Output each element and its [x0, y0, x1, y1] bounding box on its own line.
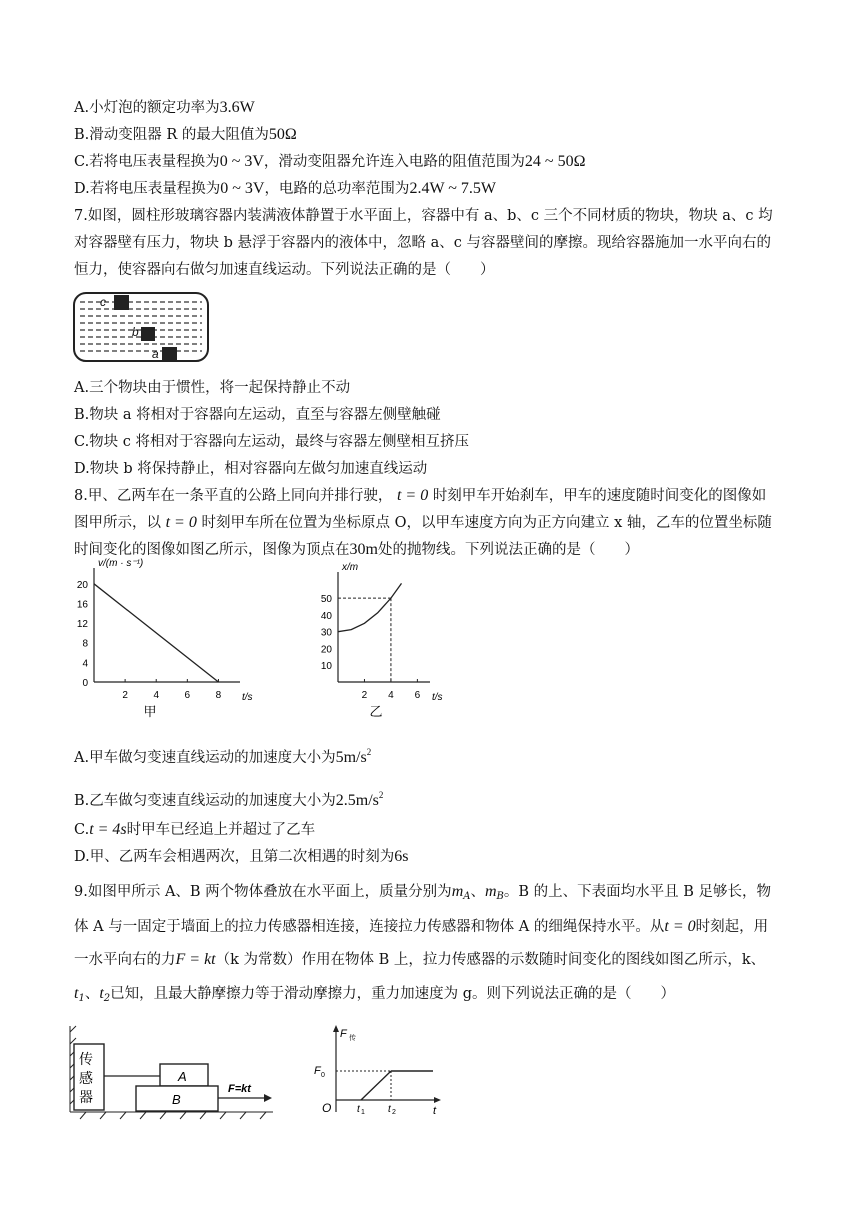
force-label: F=kt — [228, 1083, 251, 1095]
chart-jia — [60, 558, 260, 724]
superscript: 2 — [378, 790, 384, 800]
y-tick-label: 30 — [320, 627, 332, 639]
q7-option-d: D.物块 b 将保持静止，相对容器向左做匀加速直线运动 — [74, 461, 428, 477]
origin-label: O — [322, 1101, 332, 1115]
option-text: B.乙车做匀变速直线运动的加速度大小为 — [74, 793, 336, 809]
block-b-label: B — [172, 1092, 181, 1107]
math-t0: t = 0 — [165, 514, 197, 531]
y-axis-label: v/(m · s⁻¹) — [98, 558, 144, 569]
math-t0: t = 0 — [664, 918, 696, 935]
t1-label: t — [357, 1104, 360, 1115]
t2-sub: 2 — [392, 1109, 396, 1116]
x-tick-label: 6 — [414, 690, 421, 701]
q6-option-b — [74, 125, 297, 145]
q8-stem-line2 — [74, 513, 772, 533]
option-text: ，电路的总功率范围为 — [264, 181, 410, 197]
option-value: 50Ω — [268, 126, 297, 143]
stem-text: 一水平向右的力 — [74, 952, 176, 968]
subscript: 2 — [103, 993, 111, 1004]
option-text: 时甲车已经追上并超过了乙车 — [126, 822, 316, 838]
q6-option-a — [74, 98, 255, 118]
y-axis-label: x/m — [342, 562, 359, 573]
stem-text: 时刻甲车开始刹车，甲车的速度随时间变化的图像如 — [432, 488, 767, 504]
chart-yi — [308, 564, 458, 724]
block-c — [114, 295, 129, 310]
option-value: 2.5m/s — [335, 792, 379, 809]
math-m: m — [484, 883, 497, 900]
subscript: 1 — [78, 993, 85, 1004]
option-value: 24 ~ 50Ω — [524, 153, 586, 170]
math-t0: t = 0 — [396, 487, 429, 504]
separator: 、 — [470, 884, 485, 900]
series-line — [338, 583, 402, 631]
option-text: D.甲、乙两车会相遇两次，且第二次相遇的时刻为 — [74, 849, 395, 865]
y-tick-label: 4 — [82, 658, 88, 670]
math-t: t = 4s — [89, 821, 127, 838]
stem-text: 处的抛物线。下列说法正确的是（ ） — [377, 542, 639, 558]
option-text: C.若将电压表量程换为 — [74, 154, 220, 170]
f0-label: F — [314, 1065, 321, 1077]
superscript: 2 — [366, 747, 372, 757]
subscript: A — [463, 891, 471, 902]
x-tick-label: 2 — [361, 690, 368, 701]
sensor-char: 传 — [79, 1051, 93, 1067]
q6-option-c — [74, 152, 585, 172]
stem-text: （k 为常数）作用在物体 B 上，拉力传感器的示数随时间变化的图线如图乙所示，k、 — [215, 952, 766, 968]
label-c: c — [100, 295, 106, 309]
sensor-char: 器 — [79, 1089, 93, 1105]
q9-stem-line2 — [74, 917, 768, 937]
range-value: 0 ~ 3V — [219, 153, 264, 170]
chart-caption: 甲 — [143, 704, 157, 719]
block-a — [162, 347, 177, 361]
q7-stem-line1: 7.如图，圆柱形玻璃容器内装满液体静置于水平面上，容器中有 a、b、c 三个不同材质的物块，物块 a、c 均 — [74, 208, 773, 224]
series-line — [94, 584, 218, 682]
vertex-value: 30m — [349, 541, 378, 558]
option-value: 2.4W ~ 7.5W — [409, 180, 497, 197]
stem-text: 时间变化的图像如图乙所示，图像为顶点在 — [74, 542, 350, 558]
y-axis-sub: 传 — [349, 1035, 356, 1042]
y-axis-label: F — [340, 1028, 347, 1040]
stem-text: 图甲所示，以 — [74, 515, 161, 531]
q9-stem-line3 — [74, 950, 765, 970]
x-tick-label: 8 — [215, 690, 222, 701]
x-tick-label: 2 — [122, 690, 128, 701]
stem-text: 时刻甲车所在位置为坐标原点 O，以甲车速度方向为正方向建立 x 轴，乙车的位置坐标随 — [201, 515, 772, 531]
stem-text: 8.甲、乙两车在一条平直的公路上同向并排行驶， — [74, 488, 393, 504]
q8-option-a — [74, 742, 371, 768]
x-tick-label: 6 — [184, 690, 191, 701]
f0-sub: 0 — [321, 1072, 325, 1079]
x-tick-label: 4 — [153, 690, 160, 701]
math-force: F = kt — [175, 951, 216, 968]
q7-option-a: A.三个物块由于惯性，将一起保持静止不动 — [74, 380, 351, 396]
separator: 、 — [84, 986, 100, 1002]
q8-stem-line1 — [74, 486, 766, 506]
y-tick-label: 40 — [320, 610, 332, 622]
option-text: C. — [74, 822, 90, 838]
y-tick-label: 20 — [320, 644, 332, 656]
option-value: 6s — [394, 848, 409, 865]
y-tick-label: 50 — [320, 594, 332, 606]
block-a-label: A — [178, 1069, 187, 1084]
q8-option-d — [74, 847, 408, 867]
y-tick-label: 8 — [82, 638, 88, 650]
math-t: t — [74, 985, 79, 1002]
q9-stem-line1 — [74, 882, 771, 907]
option-text: A.甲车做匀变速直线运动的加速度大小为 — [74, 750, 336, 766]
q9-block-figure — [68, 1024, 278, 1119]
math-t: t — [99, 985, 104, 1002]
option-text: ，滑动变阻器允许连入电路的阻值范围为 — [263, 154, 525, 170]
x-tick-label: 4 — [388, 690, 394, 701]
q7-option-c: C.物块 c 将相对于容器向左运动，最终与容器左侧壁相互挤压 — [74, 434, 470, 450]
q7-stem-line3: 恒力，使容器向右做匀加速直线运动。下列说法正确的是（ ） — [74, 262, 495, 278]
t-axis-label: t — [433, 1105, 437, 1117]
y-tick-label: 12 — [76, 619, 88, 631]
stem-text: 已知，且最大静摩擦力等于滑动摩擦力，重力加速度为 g。则下列说法正确的是（ ） — [110, 986, 676, 1002]
option-text: B.滑动变阻器 R 的最大阻值为 — [74, 127, 269, 143]
q7-option-b: B.物块 a 将相对于容器向左运动，直至与容器左侧壁触碰 — [74, 407, 441, 423]
option-text: D.若将电压表量程换为 — [74, 181, 221, 197]
q9-sensor-graph — [308, 1024, 448, 1119]
label-b: b — [132, 325, 139, 339]
y-tick-label: 0 — [82, 678, 88, 689]
q8-option-c — [74, 820, 315, 840]
y-tick-label: 20 — [76, 579, 88, 591]
block-b — [141, 327, 155, 341]
stem-text: 时刻起，用 — [695, 919, 769, 935]
range-value: 0 ~ 3V — [220, 180, 265, 197]
x-axis-label: t/s — [242, 692, 253, 703]
chart-caption: 乙 — [369, 704, 383, 719]
t1-sub: 1 — [361, 1109, 365, 1116]
y-tick-label: 10 — [320, 661, 332, 673]
label-a: a — [152, 347, 159, 361]
sensor-char: 感 — [79, 1070, 93, 1086]
q8-stem-line3 — [74, 540, 639, 560]
q8-option-b — [74, 785, 383, 811]
q6-option-d — [74, 179, 496, 199]
subscript: B — [496, 891, 504, 902]
stem-text: 9.如图甲所示 A、B 两个物体叠放在水平面上，质量分别为 — [74, 884, 452, 900]
math-m: m — [451, 883, 464, 900]
option-value: 3.6W — [219, 99, 255, 116]
stem-text: 。B 的上、下表面均水平且 B 足够长，物 — [503, 884, 772, 900]
stem-text: 体 A 与一固定于墙面上的拉力传感器相连接，连接拉力传感器和物体 A 的细绳保持水平。从 — [74, 919, 665, 935]
q9-stem-line4 — [74, 984, 675, 1009]
x-axis-label: t/s — [432, 692, 443, 703]
q7-container-figure — [72, 290, 212, 365]
t2-label: t — [388, 1104, 391, 1115]
y-tick-label: 16 — [76, 599, 88, 611]
q7-stem-line2: 对容器壁有压力，物块 b 悬浮于容器内的液体中，忽略 a、c 与容器壁间的摩擦。现给容器施加一水平向右的 — [74, 235, 771, 251]
option-value: 5m/s — [335, 749, 367, 766]
option-text: A.小灯泡的额定功率为 — [74, 100, 220, 116]
